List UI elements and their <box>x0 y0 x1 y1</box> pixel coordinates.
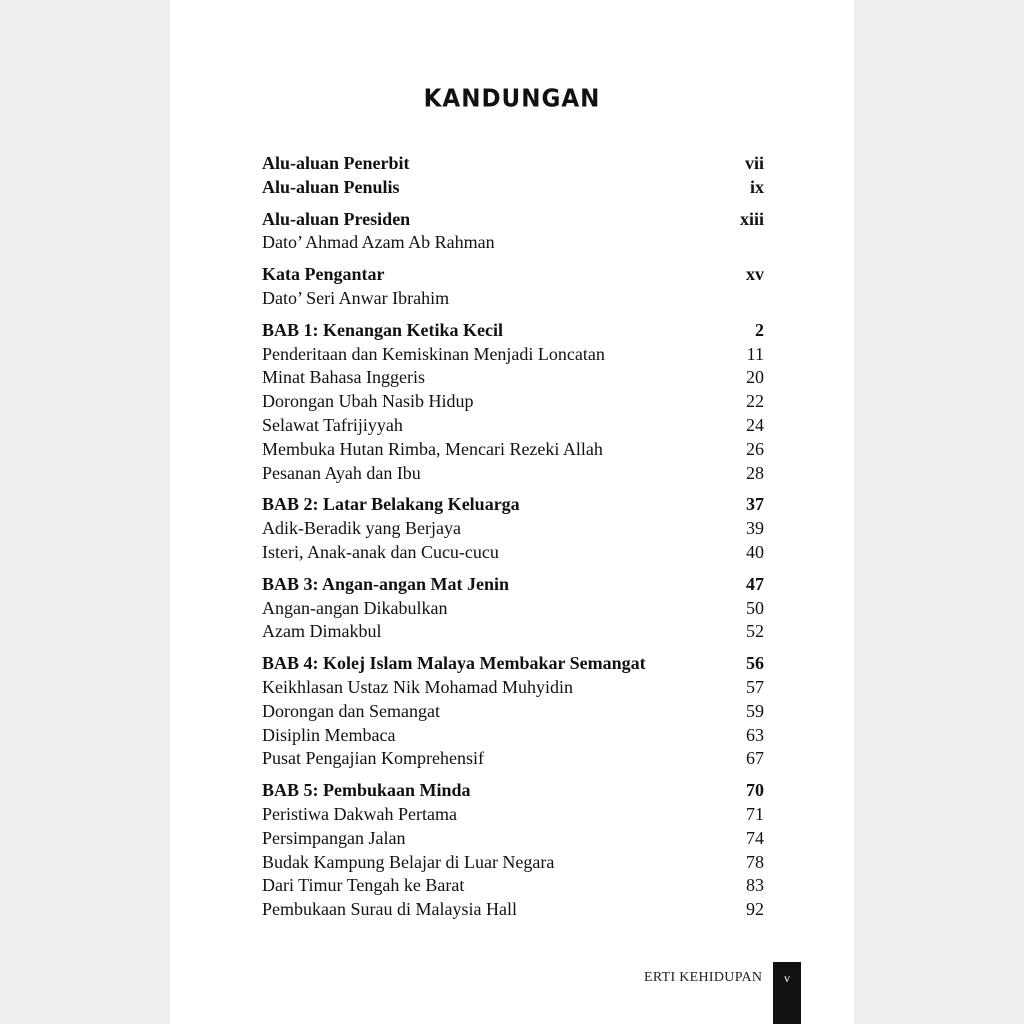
toc-group <box>262 573 764 644</box>
book-page <box>170 0 854 1024</box>
toc-heading-row <box>262 208 764 232</box>
toc-heading-row <box>262 152 764 176</box>
toc-page-number: vii <box>744 153 764 173</box>
toc-page-number: 50 <box>746 597 764 618</box>
toc-entry-row <box>262 462 764 486</box>
toc-heading-row <box>262 263 764 287</box>
toc-entry-row <box>262 700 764 724</box>
toc-page-number: 70 <box>746 780 764 801</box>
toc-entry-title: Adik-Beradik yang Berjaya <box>262 518 461 539</box>
toc-page-number: 28 <box>746 462 764 483</box>
toc-entry-row <box>262 343 764 367</box>
toc-entry-title: Angan-angan Dikabulkan <box>262 597 448 618</box>
toc-heading-row <box>262 176 764 200</box>
toc-entry-row <box>262 517 764 541</box>
toc-page-number: 83 <box>746 875 764 896</box>
toc-entry-row <box>262 231 764 255</box>
toc-heading-row <box>262 319 764 343</box>
toc-page-number: 24 <box>746 414 764 435</box>
toc-entry-title: Alu-aluan Presiden <box>262 208 411 229</box>
page-title: KANDUNGAN <box>423 84 601 114</box>
toc-entry-row <box>262 803 764 827</box>
page-number: v <box>784 971 790 985</box>
toc-group <box>262 779 764 922</box>
toc-page-number: 26 <box>746 438 764 459</box>
toc-group <box>262 208 764 256</box>
running-footer-title: ERTI KEHIDUPAN <box>644 970 763 985</box>
toc-entry-row <box>262 414 764 438</box>
toc-entry-row <box>262 541 764 565</box>
toc-page-number: 22 <box>746 391 764 412</box>
toc-page-number: 92 <box>746 899 764 920</box>
table-of-contents <box>262 152 764 930</box>
toc-group <box>262 319 764 486</box>
toc-entry-title: BAB 4: Kolej Islam Malaya Membakar Semangat <box>262 653 646 674</box>
toc-entry-row <box>262 366 764 390</box>
toc-entry-row <box>262 676 764 700</box>
toc-page-number: 11 <box>746 343 764 364</box>
toc-page-number: 52 <box>746 621 764 642</box>
toc-entry-title: Peristiwa Dakwah Pertama <box>262 803 457 824</box>
toc-entry-row <box>262 724 764 748</box>
toc-entry-title: BAB 5: Pembukaan Minda <box>262 780 471 801</box>
toc-entry-title: Budak Kampung Belajar di Luar Negara <box>262 851 555 872</box>
toc-entry-title: Dato’ Ahmad Azam Ab Rahman <box>262 232 495 253</box>
toc-entry-title: Pesanan Ayah dan Ibu <box>262 462 421 483</box>
toc-page-number: 59 <box>746 700 764 721</box>
toc-group <box>262 263 764 311</box>
toc-entry-title: Selawat Tafrijiyyah <box>262 414 403 435</box>
toc-entry-title: Pembukaan Surau di Malaysia Hall <box>262 899 517 920</box>
toc-page-number: 71 <box>746 803 764 824</box>
toc-entry-title: Isteri, Anak-anak dan Cucu-cucu <box>262 541 499 562</box>
toc-entry-title: BAB 1: Kenangan Ketika Kecil <box>262 319 504 340</box>
toc-entry-title: BAB 2: Latar Belakang Keluarga <box>262 494 520 515</box>
toc-entry-title: Alu-aluan Penulis <box>262 176 400 197</box>
toc-page-number: 2 <box>755 319 764 340</box>
toc-entry-row <box>262 287 764 311</box>
toc-entry-title: BAB 3: Angan-angan Mat Jenin <box>262 573 510 594</box>
toc-page-number: xv <box>746 264 764 285</box>
toc-page-number: 39 <box>746 518 764 539</box>
toc-page-number: 74 <box>746 827 764 848</box>
toc-page-number: 40 <box>746 541 764 562</box>
toc-entry-row <box>262 747 764 771</box>
toc-page-number: 20 <box>746 367 764 388</box>
toc-page-number: 57 <box>746 676 764 697</box>
toc-entry-row <box>262 827 764 851</box>
toc-entry-row <box>262 390 764 414</box>
toc-entry-title: Dato’ Seri Anwar Ibrahim <box>262 287 450 308</box>
toc-page-number: 78 <box>746 851 764 872</box>
toc-entry-title: Minat Bahasa Inggeris <box>262 367 425 388</box>
toc-page-number: xiii <box>739 208 764 229</box>
toc-entry-title: Disiplin Membaca <box>262 724 396 745</box>
toc-page-number: ix <box>749 176 764 197</box>
toc-heading-row <box>262 779 764 803</box>
toc-page-number: 56 <box>746 653 764 674</box>
toc-group <box>262 652 764 771</box>
toc-entry-title: Dari Timur Tengah ke Barat <box>262 875 465 896</box>
toc-page-number: 37 <box>746 494 764 515</box>
toc-entry-title: Pusat Pengajian Komprehensif <box>262 748 484 769</box>
toc-page-number: 63 <box>746 724 764 745</box>
toc-entry-row <box>262 851 764 875</box>
toc-entry-title: Dorongan Ubah Nasib Hidup <box>262 391 474 412</box>
toc-heading-row <box>262 493 764 517</box>
toc-group <box>262 152 764 200</box>
toc-entry-title: Alu-aluan Penerbit <box>262 153 410 173</box>
toc-entry-title: Membuka Hutan Rimba, Mencari Rezeki Allah <box>262 438 603 459</box>
toc-entry-title: Penderitaan dan Kemiskinan Menjadi Loncatan <box>262 343 605 364</box>
toc-page-number: 47 <box>746 573 764 594</box>
toc-entry-row <box>262 597 764 621</box>
toc-entry-row <box>262 438 764 462</box>
toc-entry-title: Persimpangan Jalan <box>262 827 406 848</box>
page-number-tab <box>773 962 801 1024</box>
toc-entry-row <box>262 620 764 644</box>
toc-entry-title: Dorongan dan Semangat <box>262 700 440 721</box>
toc-page-number: 67 <box>746 748 764 769</box>
toc-heading-row <box>262 573 764 597</box>
toc-heading-row <box>262 652 764 676</box>
toc-entry-title: Kata Pengantar <box>262 264 385 285</box>
toc-group <box>262 493 764 564</box>
toc-entry-title: Keikhlasan Ustaz Nik Mohamad Muhyidin <box>262 676 573 697</box>
toc-entry-title: Azam Dimakbul <box>262 621 382 642</box>
toc-entry-row <box>262 874 764 898</box>
toc-entry-row <box>262 898 764 922</box>
